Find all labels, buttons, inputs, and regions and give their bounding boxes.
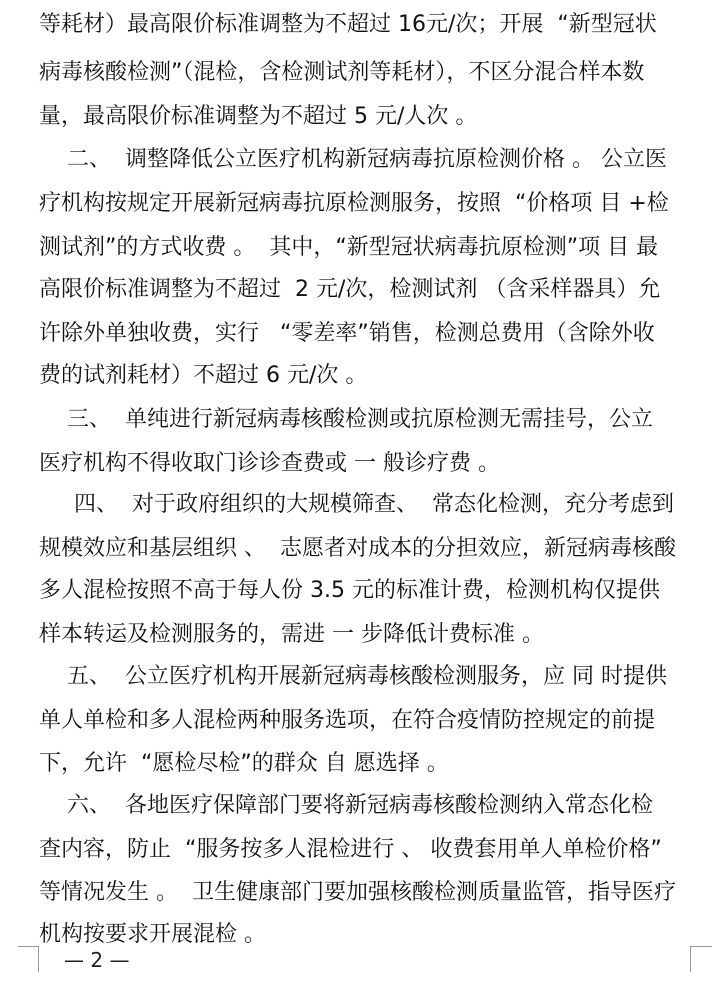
- page-corner-mark-right: [690, 946, 712, 947]
- section-2-line-6: 费的试剂耗材）不超过 6 元/次 。: [39, 363, 368, 388]
- section-2-line-2: 疗机构按规定开展新冠病毒抗原检测服务，按照 “价格项 目 +检: [39, 191, 669, 216]
- page-number: — 2 —: [64, 948, 130, 972]
- body-line-3: 量，最高限价标准调整为不超过 5 元/人次 。: [39, 104, 478, 129]
- body-line-2: 病毒核酸检测”（混检，含检测试剂等耗材），不区分混合样本数: [39, 60, 645, 85]
- section-4-line-1: 四、 对于政府组织的大规模筛查、 常态化检测，充分考虑到: [39, 492, 674, 517]
- body-line-1: 等耗材）最高限价标准调整为不超过 16元/次；开展 “新型冠状: [39, 12, 657, 37]
- section-3-line-1: 三、 单纯进行新冠病毒核酸检测或抗原检测无需挂号，公立: [39, 407, 653, 432]
- page-corner-mark-left: [18, 946, 38, 947]
- section-5-line-3: 下，允许 “愿检尽检”的群众 自 愿选择 。: [39, 751, 449, 776]
- section-3-line-2: 医疗机构不得收取门诊诊查费或 一 般诊疗费 。: [39, 451, 500, 476]
- section-4-line-3: 多人混检按照不高于每人份 3.5 元的标准计费，检测机构仅提供: [39, 578, 660, 603]
- section-6-line-3: 等情况发生 。 卫生健康部门要加强核酸检测质量监管，指导医疗: [39, 880, 676, 905]
- section-5-line-2: 单人单检和多人混检两种服务选项，在符合疫情防控规定的前提: [39, 708, 656, 733]
- section-6-line-2: 查内容，防止 “服务按多人混检进行 、 收费套用单人单检价格”: [39, 837, 662, 862]
- section-2-line-1: 二、 调整降低公立医疗机构新冠病毒抗原检测价格 。 公立医: [39, 147, 667, 172]
- section-6-line-4: 机构按要求开展混检 。: [39, 922, 266, 947]
- section-2-line-3: 测试剂”的方式收费 。 其中，“新型冠状病毒抗原检测”项 目 最: [39, 235, 659, 260]
- section-5-line-1: 五、 公立医疗机构开展新冠病毒核酸检测服务，应 同 时提供: [39, 664, 667, 689]
- page-corner-mark-left-vertical: [38, 946, 39, 972]
- section-6-line-1: 六、 各地医疗保障部门要将新冠病毒核酸检测纳入常态化检: [39, 793, 653, 818]
- section-4-line-2: 规模效应和基层组织 、 志愿者对成本的分担效应，新冠病毒核酸: [39, 536, 676, 561]
- section-2-line-5: 许除外单独收费，实行 “零差率”销售，检测总费用（含除外收: [39, 321, 655, 346]
- section-4-line-4: 样本转运及检测服务的，需进 一 步降低计费标准 。: [39, 622, 544, 647]
- section-2-line-4: 高限价标准调整为不超过 2 元/次，检测试剂 （含采样器具）允: [39, 277, 661, 302]
- page-corner-mark-right-vertical: [690, 946, 691, 972]
